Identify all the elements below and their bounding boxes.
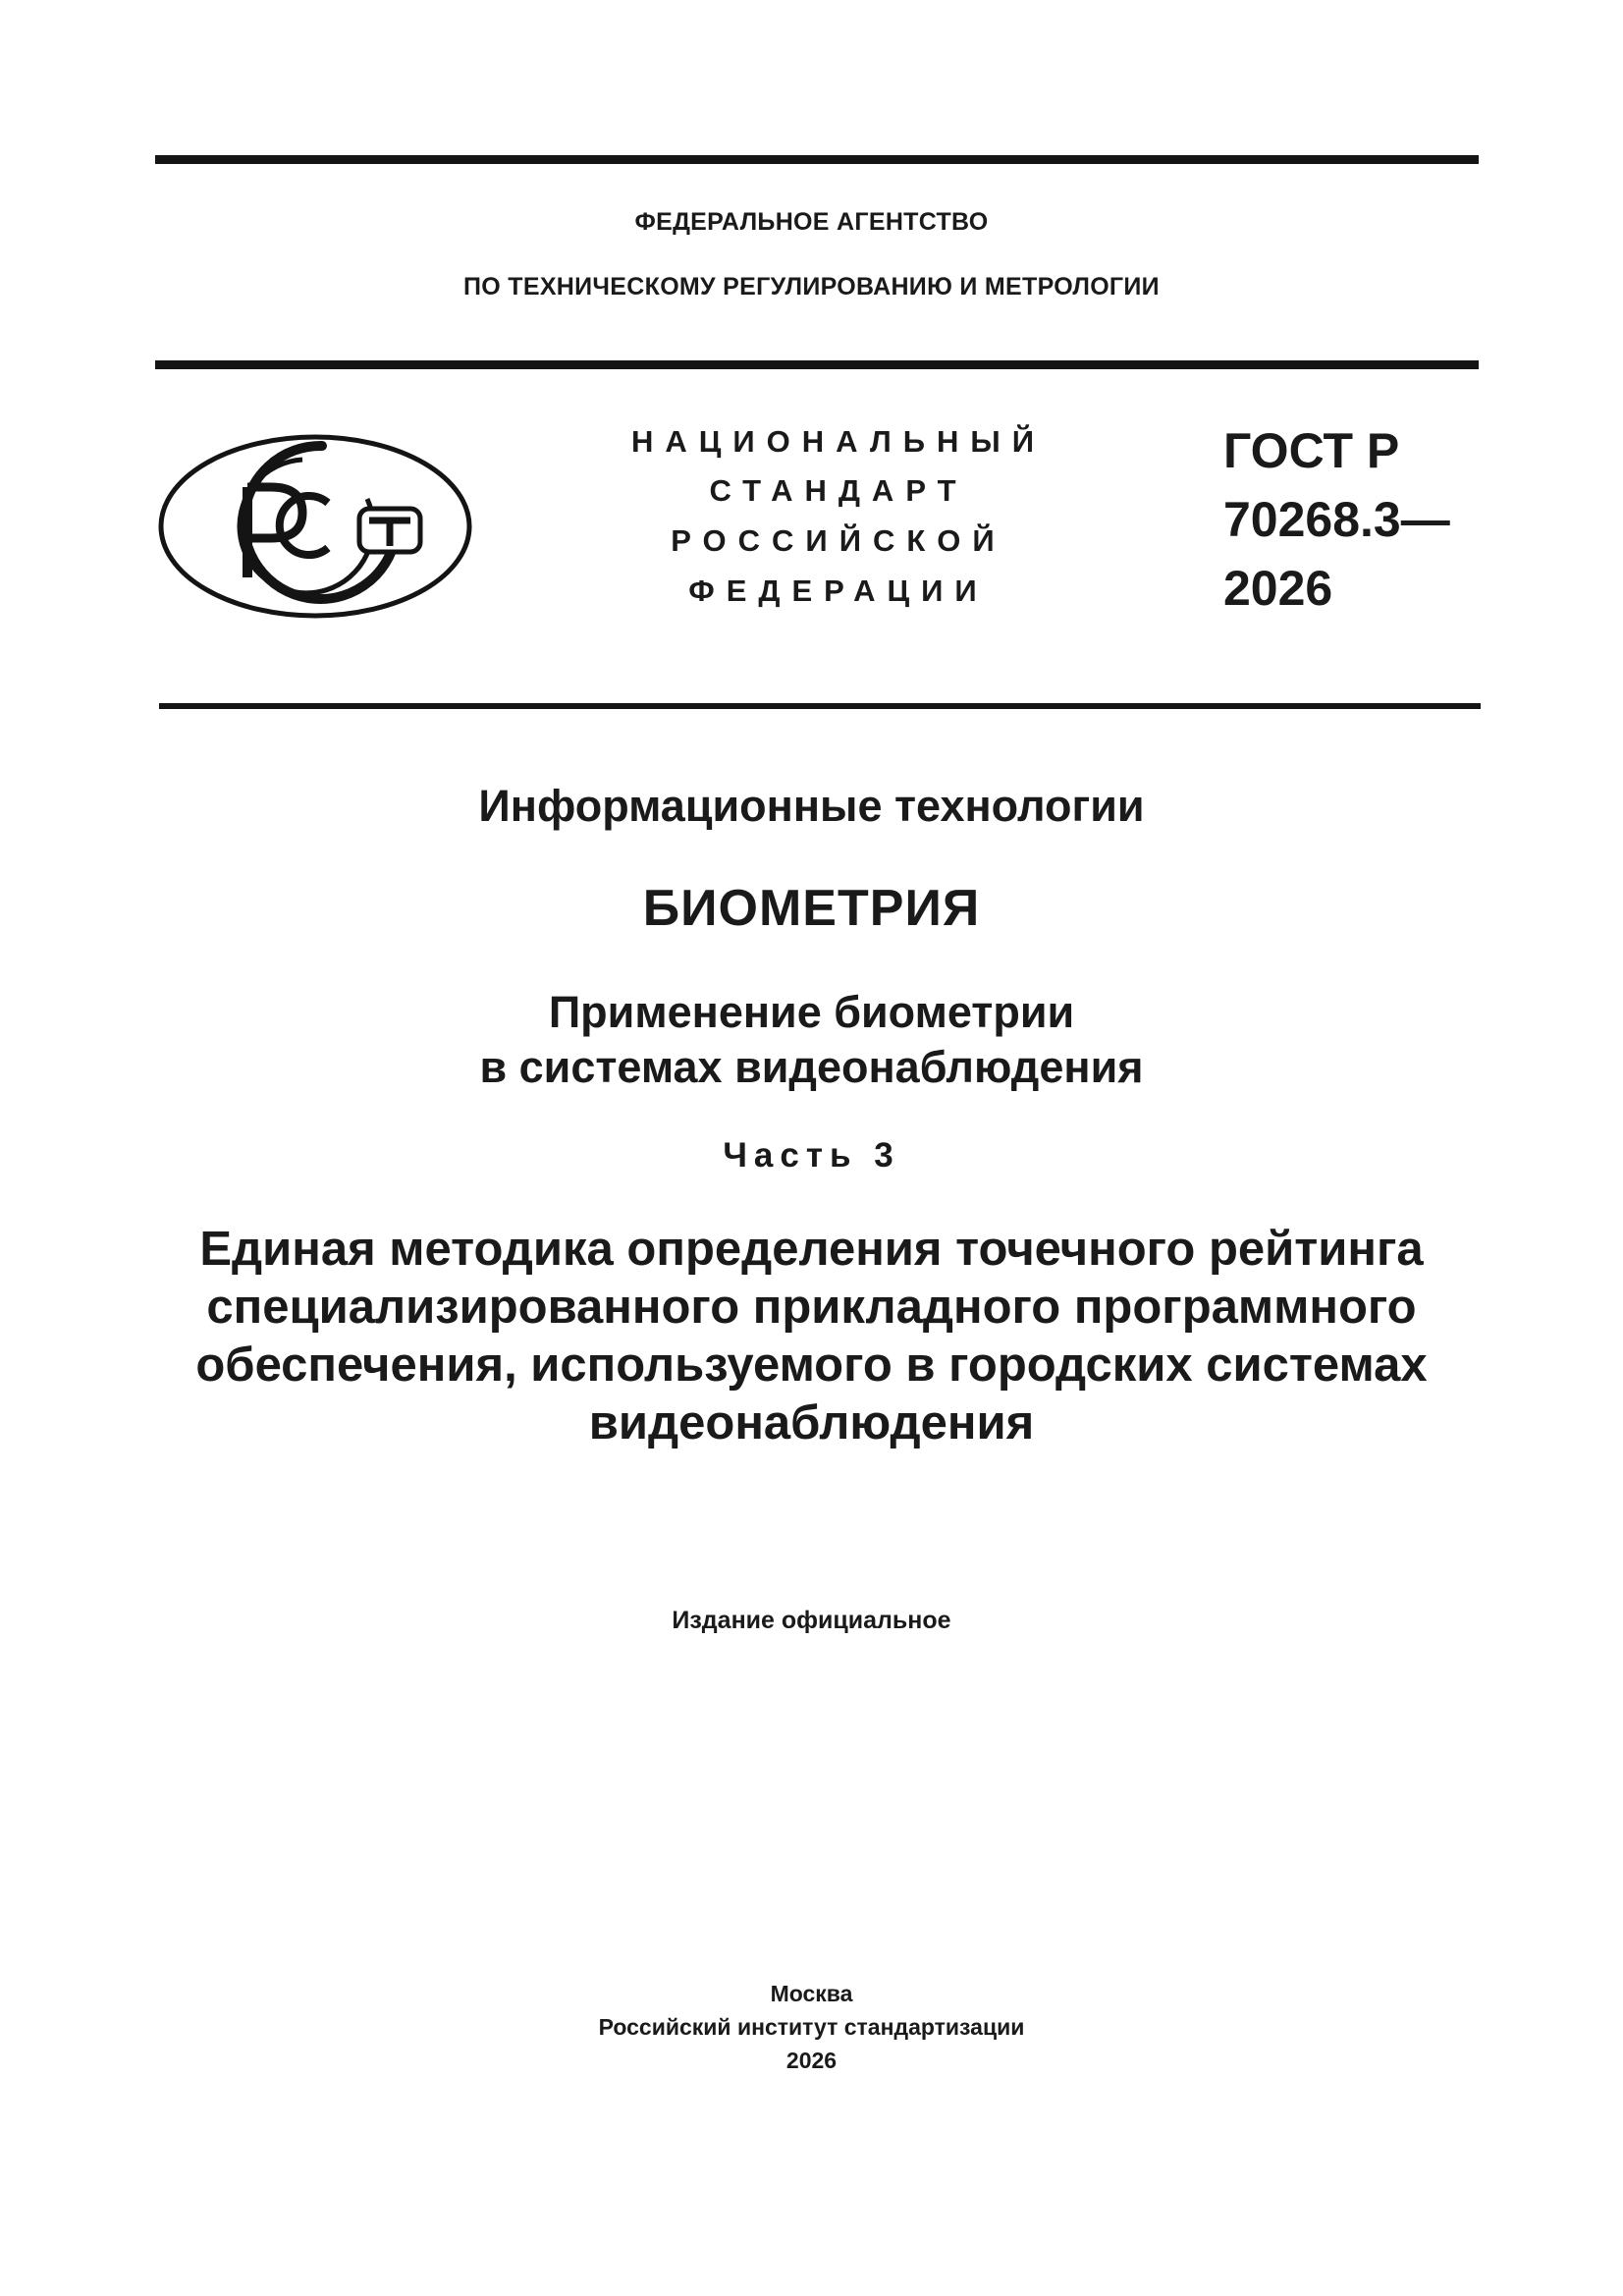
imprint-city: Москва [770, 1981, 853, 2006]
rst-certification-mark-icon [157, 430, 473, 623]
standard-type-line-4: ФЕДЕРАЦИИ [688, 574, 989, 608]
edition-label: Издание официальное [672, 1607, 951, 1634]
main-title: БИОМЕТРИЯ [642, 880, 981, 937]
designation-line-1: ГОСТ Р [1223, 423, 1400, 478]
part-title-line-4: видеонаблюдения [588, 1396, 1035, 1449]
subtitle-line-1: Применение биометрии [548, 987, 1075, 1037]
designation-line-3: 2026 [1223, 561, 1333, 616]
standard-type-line-1: НАЦИОНАЛЬНЫЙ [630, 424, 1047, 459]
designation-line-2: 70268.3— [1223, 492, 1450, 547]
agency-line-2: ПО ТЕХНИЧЕСКОМУ РЕГУЛИРОВАНИЮ И МЕТРОЛОГИИ [463, 273, 1160, 301]
top-rule [155, 155, 1479, 164]
standard-type-line-3: РОССИЙСКОЙ [671, 523, 1006, 558]
subtitle-line-2: в системах видеонаблюдения [479, 1042, 1144, 1092]
standard-type-line-2: СТАНДАРТ [709, 473, 968, 508]
part-title-line-3: обеспечения, используемого в городских системах [195, 1339, 1428, 1392]
imprint-year: 2026 [785, 2048, 838, 2073]
agency-line-1: ФЕДЕРАЛЬНОЕ АГЕНТСТВО [634, 208, 989, 236]
series-title: Информационные технологии [478, 781, 1145, 831]
header-divider-rule [155, 360, 1479, 369]
part-number: Часть 3 [723, 1136, 900, 1175]
imprint-publisher: Российский институт стандартизации [598, 2014, 1025, 2040]
part-title-line-1: Единая методика определения точечного рейтинга [199, 1223, 1424, 1276]
header-bottom-rule [159, 703, 1481, 709]
part-title-line-2: специализированного прикладного программного [206, 1281, 1417, 1334]
